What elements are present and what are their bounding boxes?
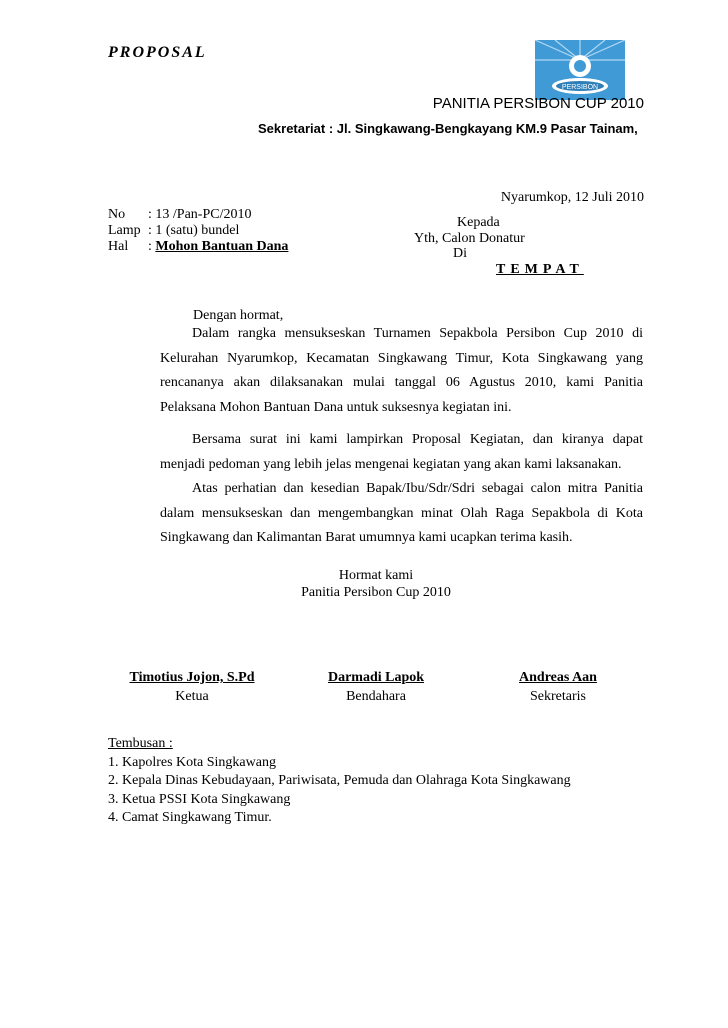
signatory-name: Timotius Jojon, S.Pd xyxy=(129,670,255,685)
meta-no-key: No xyxy=(108,207,126,222)
signatory-name: Darmadi Lapok xyxy=(327,670,425,685)
signature-chair xyxy=(112,668,272,706)
secretariat-address: Sekretariat : Jl. Singkawang-Bengkayang KM.9 Pasar Tainam, xyxy=(258,121,638,136)
meta-no-value: : 13 /Pan-PC/2010 xyxy=(148,207,252,222)
committee-title: PANITIA PERSIBON CUP 2010 xyxy=(432,95,644,112)
closing-regards: Hormat kami xyxy=(338,568,414,583)
meta-lamp-value: : 1 (satu) bundel xyxy=(148,223,240,238)
persibon-logo xyxy=(535,40,625,100)
place-date: Nyarumkop, 12 Juli 2010 xyxy=(500,190,644,205)
cc-item: 1. Kapolres Kota Singkawang xyxy=(108,754,276,770)
meta-no xyxy=(108,207,251,223)
closing-committee: Panitia Persibon Cup 2010 xyxy=(301,585,451,600)
paragraph-1 xyxy=(160,322,643,420)
meta-lamp-key: Lamp xyxy=(108,223,141,238)
paragraph-3-text: Atas perhatian dan kesedian Bapak/Ibu/Sdr/Sdri sebagai calon mitra Panitia dalam mensukseskan dan mengembangkan minat Olah Raga Sepakbola di Kota Singkawang dan Kalimantan Barat umumnya kami ucapkan terima kasih. xyxy=(160,481,643,545)
paragraph-3 xyxy=(160,477,643,551)
signatory-role: Ketua xyxy=(175,689,209,704)
cc-item: 2. Kepala Dinas Kebudayaan, Pariwisata, Pemuda dan Olahraga Kota Singkawang xyxy=(108,773,571,788)
recipient-di: Di xyxy=(453,246,467,261)
signature-secretary xyxy=(478,668,638,706)
document-label: PROPOSAL xyxy=(108,44,207,61)
paragraph-1-text: Dalam rangka mensukseskan Turnamen Sepakbola Persibon Cup 2010 di Kelurahan Nyarumkop, Kecamatan Singkawang Timur, Kota Singkawang yang rencananya akan dilaksanakan mulai tanggal 06 Agustus 2010, kami Panitia Pelaksana Mohon Bantuan Dana untuk suksesnya kegiatan ini. xyxy=(160,326,643,415)
signatory-role: Sekretaris xyxy=(530,689,586,704)
recipient-yth: Yth, Calon Donatur xyxy=(414,231,525,246)
meta-lamp xyxy=(108,223,239,239)
paragraph-2-text: Bersama surat ini kami lampirkan Proposal Kegiatan, dan kiranya dapat menjadi pedoman yang lebih jelas mengenai kegiatan yang akan kami laksanakan. xyxy=(160,432,643,472)
cc-list xyxy=(108,735,571,828)
paragraph-2 xyxy=(160,428,643,477)
cc-heading: Tembusan : xyxy=(108,736,173,751)
greeting: Dengan hormat, xyxy=(193,308,284,323)
cc-item: 3. Ketua PSSI Kota Singkawang xyxy=(108,791,291,807)
svg-text:PERSIBON: PERSIBON xyxy=(561,84,599,91)
recipient-tempat: TEMPAT xyxy=(496,262,584,277)
meta-hal-value: Mohon Bantuan Dana xyxy=(155,239,289,254)
meta-hal-key: Hal xyxy=(108,239,129,254)
signatory-name: Andreas Aan xyxy=(519,670,597,685)
recipient-kepada: Kepada xyxy=(457,215,500,230)
meta-hal-colon: : xyxy=(148,239,156,254)
cc-item: 4. Camat Singkawang Timur. xyxy=(108,810,272,825)
meta-hal xyxy=(108,239,288,255)
signature-treasurer xyxy=(296,668,456,706)
signatory-role: Bendahara xyxy=(346,689,406,704)
